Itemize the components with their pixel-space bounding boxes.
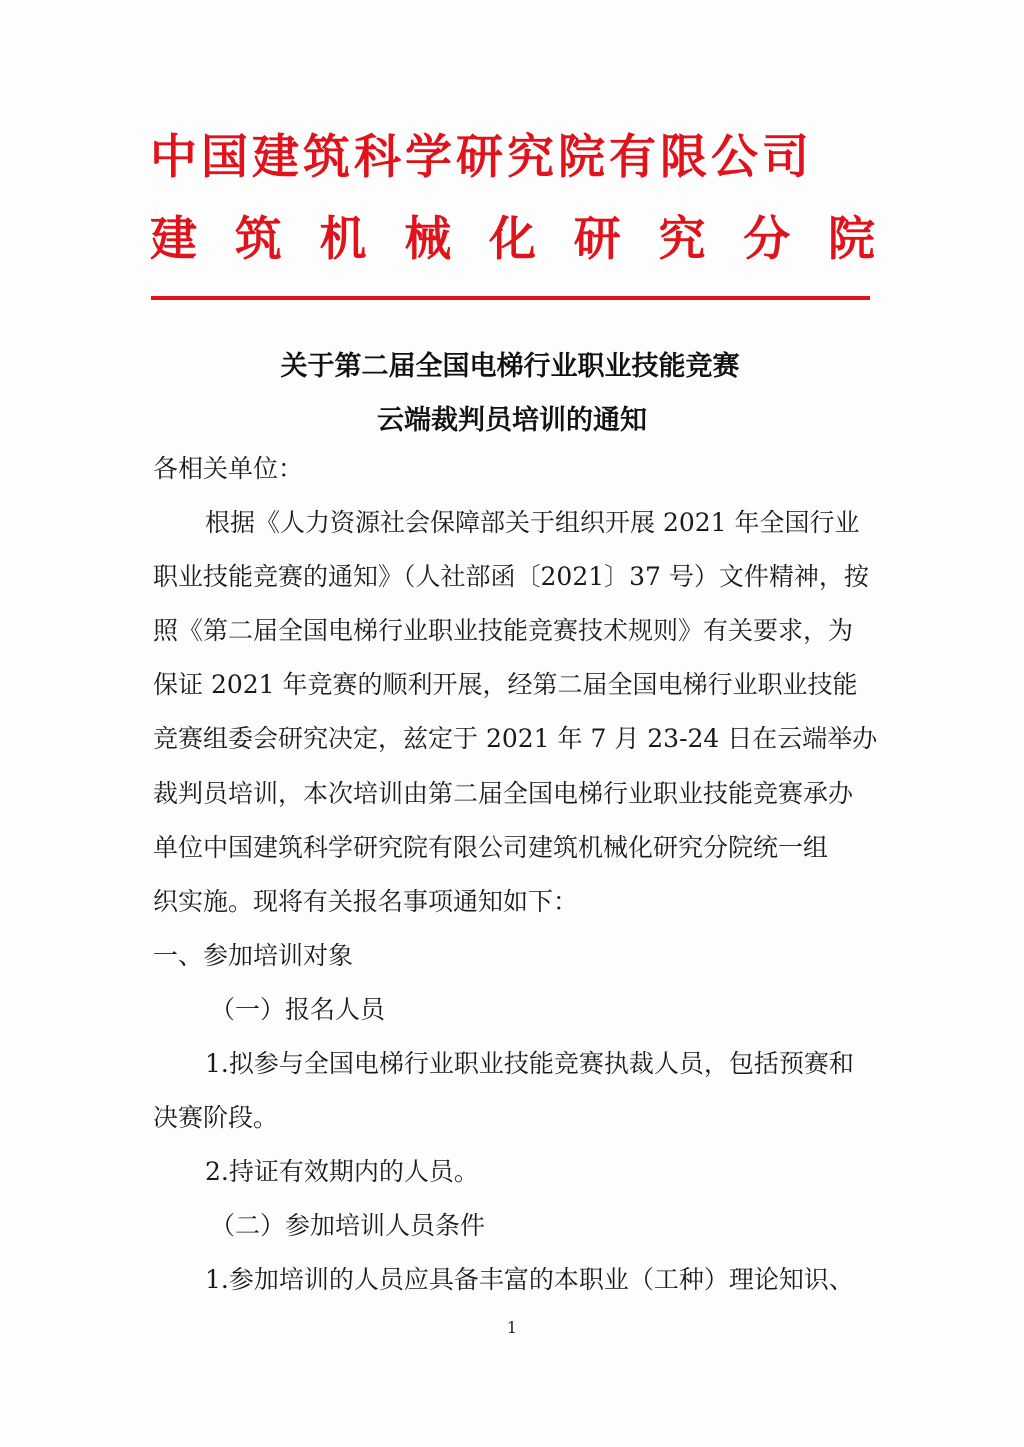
subsection-heading: （二）参加培训人员条件 [210, 1211, 486, 1240]
letterhead-char: 建 [150, 212, 197, 267]
page-number: 1 [506, 1318, 518, 1337]
letterhead-company-name: 中国建筑科学研究院有限公司 [150, 130, 813, 185]
letterhead-char: 究 [658, 212, 706, 267]
body-line: 单位中国建筑科学研究院有限公司建筑机械化研究分院统一组 [153, 833, 829, 862]
body-line: 保证 2021 年竞赛的顺利开展，经第二届全国电梯行业职业技能 [153, 670, 858, 699]
notice-title-line2: 云端裁判员培训的通知 [377, 405, 647, 436]
body-line: 根据《人力资源社会保障部关于组织开展 2021 年全国行业 [205, 508, 860, 537]
body-line: 裁判员培训，本次培训由第二届全国电梯行业职业技能竞赛承办 [153, 779, 854, 808]
list-item: 1.拟参与全国电梯行业职业技能竞赛执裁人员，包括预赛和 [205, 1049, 854, 1078]
salutation: 各相关单位： [153, 454, 304, 483]
list-item-continuation: 决赛阶段。 [153, 1103, 279, 1132]
subsection-heading: （一）报名人员 [210, 995, 386, 1024]
notice-title-line1: 关于第二届全国电梯行业职业技能竞赛 [280, 351, 740, 382]
list-item: 2.持证有效期内的人员。 [205, 1157, 479, 1186]
letterhead-char: 化 [489, 212, 536, 267]
section-heading: 一、参加培训对象 [153, 941, 354, 970]
list-item: 1.参加培训的人员应具备丰富的本职业（工种）理论知识、 [205, 1265, 854, 1294]
letterhead-branch-name [150, 210, 875, 270]
body-line: 竞赛组委会研究决定，兹定于 2021 年 7 月 23-24 日在云端举办 [153, 724, 878, 753]
letterhead-char: 研 [573, 212, 621, 267]
body-line: 职业技能竞赛的通知》（人社部函〔2021〕37 号）文件精神，按 [153, 562, 869, 591]
letterhead-char: 院 [828, 212, 875, 267]
letterhead-char: 筑 [234, 212, 282, 267]
body-line: 织实施。现将有关报名事项通知如下： [153, 887, 579, 916]
letterhead-char: 械 [404, 212, 452, 267]
body-line: 照《第二届全国电梯行业职业技能竞赛技术规则》有关要求，为 [153, 616, 854, 645]
letterhead-char: 分 [743, 212, 791, 267]
letterhead-divider [151, 296, 870, 300]
letterhead-char: 机 [319, 212, 367, 267]
